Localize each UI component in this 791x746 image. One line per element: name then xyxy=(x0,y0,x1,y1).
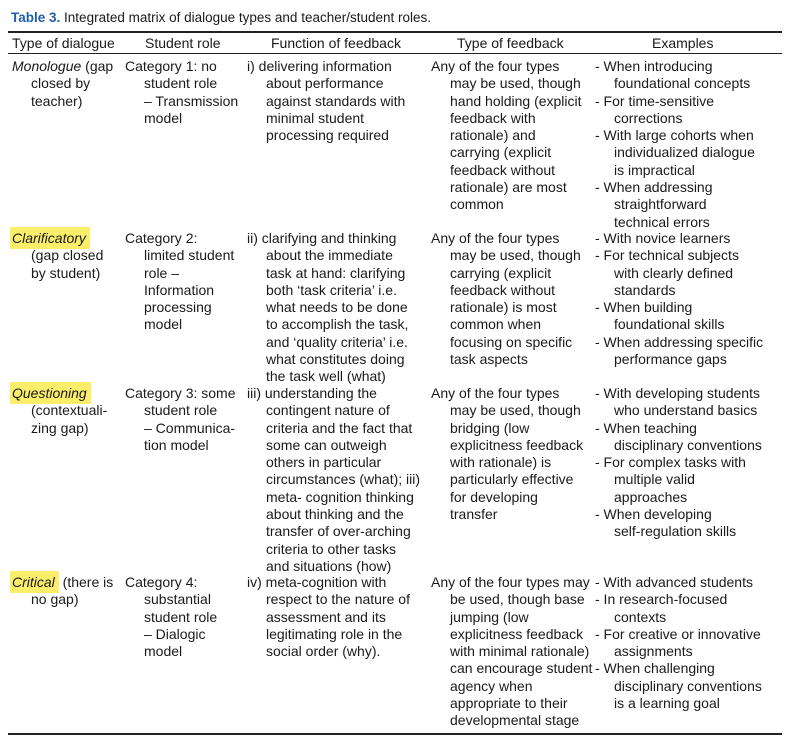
row-2-student-role-line: Information xyxy=(144,281,215,298)
row-4-function-cell xyxy=(247,574,410,660)
row-2-student-role-line: processing xyxy=(144,299,212,316)
row-2-function-cell xyxy=(247,230,408,386)
row-4-student-role-cell xyxy=(125,574,217,660)
row-2-function-line: to accomplish the task, xyxy=(266,316,409,333)
caption-label: Table 3. xyxy=(11,10,61,25)
row-3-type-cell xyxy=(431,385,583,523)
row-1-function-cell xyxy=(247,58,405,144)
row-2-example-line: - With novice learners xyxy=(595,230,731,246)
row-1-function-line: processing required xyxy=(266,127,389,144)
row-3-function-line: some can outweigh xyxy=(266,436,387,453)
row-3-type-line: explicitness feedback xyxy=(450,436,584,453)
row-3-function-line: contingent nature of xyxy=(266,402,390,419)
row-2-example-line: performance gaps xyxy=(614,351,727,368)
row-4-example-line: - When challenging xyxy=(595,660,715,677)
row-2-student-role-line: role – xyxy=(144,264,180,281)
row-4-type-line: appropriate to their xyxy=(450,695,568,712)
row-1-example-line: individualized dialogue xyxy=(614,144,755,161)
row-4-function-line: assessment and its xyxy=(266,608,386,625)
row-3-student-role-line: tion model xyxy=(144,436,209,453)
row-3-function-line: meta- cognition thinking xyxy=(266,488,414,505)
row-2-function-line: what needs to be done xyxy=(266,299,408,316)
row-1-type-line: feedback with xyxy=(450,109,536,126)
row-4-dialogue-line xyxy=(12,574,113,591)
row-1-student-role-line: model xyxy=(144,109,183,126)
row-3-student-role-line: – Communica- xyxy=(144,419,236,436)
row-2-type-line: may be used, though xyxy=(450,247,581,264)
row-4-example-line: is a learning goal xyxy=(614,695,720,712)
row-2-dialogue-line: (gap closed xyxy=(31,247,104,264)
dialogue-type-name: Questioning xyxy=(10,382,91,404)
row-3-function-line: iii) understanding the xyxy=(247,385,377,401)
row-2-type-line: Any of the four types xyxy=(431,230,560,246)
header-student-role: Student role xyxy=(145,35,221,51)
row-4-type-line: agency when xyxy=(450,677,533,694)
row-1-function-line: i) delivering information xyxy=(247,58,392,74)
row-3-example-line: multiple valid xyxy=(614,471,695,488)
row-1-function-line: minimal student xyxy=(266,109,365,126)
row-4-type-line: Any of the four types may xyxy=(431,574,590,590)
row-3-example-line: disciplinary conventions xyxy=(614,436,762,453)
row-3-type-line: Any of the four types xyxy=(431,385,560,401)
dialogue-type-name: Clarificatory xyxy=(10,227,90,249)
row-3-type-line: transfer xyxy=(450,506,498,523)
row-1-dialogue-line: teacher) xyxy=(31,92,83,109)
row-4-example-line: - With advanced students xyxy=(595,574,753,590)
row-2-type-line: common when xyxy=(450,316,542,333)
row-1-dialogue-line: closed by xyxy=(31,75,91,92)
row-4-student-role-line: Category 4: xyxy=(125,574,198,590)
row-4-type-cell xyxy=(431,574,592,730)
row-4-dialogue-line: no gap) xyxy=(31,591,79,608)
row-3-function-line: others in particular xyxy=(266,454,382,471)
row-1-student-role-line: – Transmission xyxy=(144,92,239,109)
row-1-dialogue-cell xyxy=(12,58,113,110)
row-1-example-line: is impractical xyxy=(614,161,695,178)
row-4-function-line: legitimating role in the xyxy=(266,625,403,642)
row-3-example-line: who understand basics xyxy=(614,402,758,419)
row-4-student-role-line: – Dialogic xyxy=(144,625,206,642)
row-2-type-line: task aspects xyxy=(450,351,528,368)
row-1-dialogue-line xyxy=(12,58,113,75)
row-3-type-line: particularly effective xyxy=(450,471,574,488)
row-2-dialogue-line xyxy=(12,230,103,247)
row-3-function-line: criteria to other tasks xyxy=(266,540,396,557)
row-4-student-role-line: student role xyxy=(144,608,218,625)
row-2-example-line: foundational skills xyxy=(614,316,725,333)
row-4-dialogue-cell xyxy=(12,574,113,609)
row-3-function-line: circumstances (what); iii) xyxy=(266,471,421,488)
row-3-function-line: criteria and the fact that xyxy=(266,419,413,436)
row-3-example-line: approaches xyxy=(614,488,688,505)
row-2-function-line: task at hand: clarifying xyxy=(266,264,406,281)
row-4-type-line: developmental stage xyxy=(450,712,580,729)
row-2-example-line: with clearly defined xyxy=(614,264,734,281)
row-3-type-line: with rationale) is xyxy=(450,454,552,471)
row-1-example-line: - With large cohorts when xyxy=(595,127,754,144)
row-4-example-line: - In research-focused xyxy=(595,591,728,608)
row-2-example-line: - When addressing specific xyxy=(595,333,764,350)
row-2-function-line: and ‘quality criteria’ i.e. xyxy=(266,333,408,350)
row-4-type-line: explicitness feedback xyxy=(450,625,584,642)
row-1-type-line: rationale) are most xyxy=(450,179,567,196)
row-2-student-role-line: limited student xyxy=(144,247,235,264)
row-2-function-line: both ‘task criteria’ i.e. xyxy=(266,281,397,298)
header-type-of-dialogue: Type of dialogue xyxy=(12,35,115,51)
row-4-examples-cell xyxy=(595,574,762,712)
row-1-type-line: hand holding (explicit xyxy=(450,92,582,109)
row-1-type-line: Any of the four types xyxy=(431,58,560,74)
row-2-type-line: rationale) is most xyxy=(450,299,557,316)
row-2-student-role-line: Category 2: xyxy=(125,230,198,246)
row-2-type-line: feedback without xyxy=(450,281,556,298)
row-3-type-line: for developing xyxy=(450,488,538,505)
row-3-function-cell xyxy=(247,385,420,575)
row-3-student-role-cell xyxy=(125,385,236,454)
row-1-type-line: may be used, though xyxy=(450,75,581,92)
row-2-example-line: - For technical subjects xyxy=(595,247,739,264)
row-1-example-line: - For time-sensitive xyxy=(595,92,715,109)
row-1-type-cell xyxy=(431,58,582,214)
row-2-dialogue-line: by student) xyxy=(31,264,101,281)
row-3-function-line: about thinking and the xyxy=(266,506,404,523)
row-4-example-line: disciplinary conventions xyxy=(614,677,762,694)
header-rule xyxy=(8,53,782,54)
row-1-type-line: carrying (explicit xyxy=(450,144,552,161)
row-1-example-line: straightforward xyxy=(614,196,707,213)
row-4-function-line: social order (why). xyxy=(266,643,381,660)
row-2-type-cell xyxy=(431,230,581,368)
row-2-function-line: about the immediate xyxy=(266,247,393,264)
row-4-student-role-line: model xyxy=(144,643,183,660)
row-1-example-line: - When introducing xyxy=(595,58,713,74)
row-3-example-line: - For complex tasks with xyxy=(595,454,746,471)
row-4-function-line: iv) meta-cognition with xyxy=(247,574,387,590)
row-3-example-line: - When developing xyxy=(595,506,712,523)
row-2-student-role-cell xyxy=(125,230,234,334)
row-2-dialogue-cell xyxy=(12,230,103,282)
row-2-example-line: standards xyxy=(614,281,676,298)
row-3-dialogue-line xyxy=(12,385,107,402)
row-1-student-role-line: student role xyxy=(144,75,218,92)
row-1-function-line: about performance xyxy=(266,75,384,92)
row-1-examples-cell xyxy=(595,58,755,231)
row-4-example-line: contexts xyxy=(614,608,667,625)
row-2-function-line: the task well (what) xyxy=(266,368,386,385)
row-1-example-line: technical errors xyxy=(614,213,710,230)
row-1-type-line: feedback without xyxy=(450,161,556,178)
table-caption xyxy=(11,9,431,27)
row-3-dialogue-line: zing gap) xyxy=(31,419,89,436)
row-3-example-line: self-regulation skills xyxy=(614,523,737,540)
row-3-dialogue-cell xyxy=(12,385,107,437)
row-3-dialogue-line: (contextuali- xyxy=(31,402,108,419)
row-1-student-role-line: Category 1: no xyxy=(125,58,217,74)
row-3-example-line: - When teaching xyxy=(595,419,697,436)
row-3-type-line: may be used, though xyxy=(450,402,581,419)
row-3-student-role-line: student role xyxy=(144,402,218,419)
row-2-student-role-line: model xyxy=(144,316,183,333)
dialogue-type-name: Monologue xyxy=(12,58,82,74)
row-4-student-role-line: substantial xyxy=(144,591,211,608)
row-2-type-line: carrying (explicit xyxy=(450,264,552,281)
row-3-example-line: - With developing students xyxy=(595,385,760,401)
row-1-example-line: foundational concepts xyxy=(614,75,751,92)
row-1-type-line: common xyxy=(450,196,504,213)
row-3-type-line: bridging (low xyxy=(450,419,530,436)
row-2-function-line: ii) clarifying and thinking xyxy=(247,230,397,246)
row-4-type-line: jumping (low xyxy=(450,608,529,625)
header-examples: Examples xyxy=(652,35,714,51)
caption-title: Integrated matrix of dialogue types and teacher/student roles. xyxy=(64,10,432,25)
row-3-examples-cell xyxy=(595,385,762,541)
row-2-examples-cell xyxy=(595,230,763,368)
row-4-type-line: be used, though base xyxy=(450,591,585,608)
row-4-type-line: with minimal rationale) xyxy=(450,643,590,660)
dialogue-type-note: (there is xyxy=(58,574,114,590)
row-4-function-line: respect to the nature of xyxy=(266,591,410,608)
row-2-type-line: focusing on specific xyxy=(450,333,573,350)
row-3-student-role-line: Category 3: some xyxy=(125,385,236,401)
dialogue-type-note: (gap xyxy=(81,58,114,74)
row-1-example-line: - When addressing xyxy=(595,179,713,196)
row-2-example-line: - When building xyxy=(595,299,693,316)
row-3-function-line: and situations (how) xyxy=(266,557,392,574)
row-1-student-role-cell xyxy=(125,58,238,127)
row-1-type-line: rationale) and xyxy=(450,127,536,144)
top-rule xyxy=(8,31,782,33)
bottom-rule xyxy=(8,733,782,735)
row-1-function-line: against standards with xyxy=(266,92,406,109)
row-4-example-line: assignments xyxy=(614,643,693,660)
row-4-type-line: can encourage student xyxy=(450,660,593,677)
row-1-example-line: corrections xyxy=(614,109,683,126)
header-function-of-feedback: Function of feedback xyxy=(271,35,401,51)
row-4-example-line: - For creative or innovative xyxy=(595,625,761,642)
row-3-function-line: transfer of over-arching xyxy=(266,523,411,540)
row-2-function-line: what constitutes doing xyxy=(266,351,405,368)
header-type-of-feedback: Type of feedback xyxy=(457,35,564,51)
dialogue-type-name: Critical xyxy=(10,571,59,593)
